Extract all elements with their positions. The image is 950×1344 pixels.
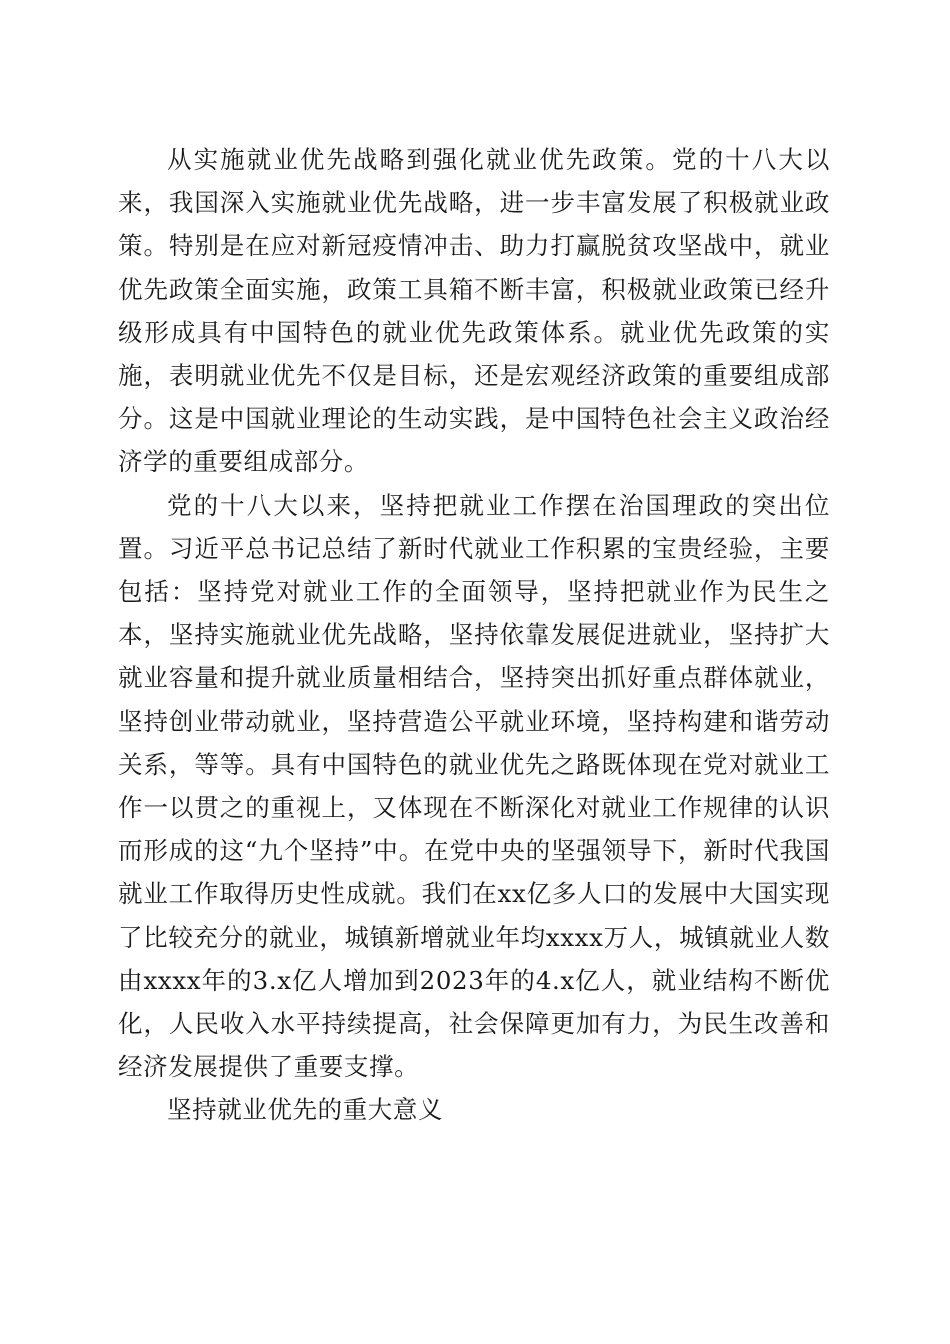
section-heading: 坚持就业优先的重大意义 xyxy=(167,1095,444,1125)
document-body xyxy=(118,138,830,1132)
paragraph-employment-work-achievements: 党的十八大以来，坚持把就业工作摆在治国理政的突出位置。习近平总书记总结了新时代就业工作积累的宝贵经验，主要包括：坚持党对就业工作的全面领导，坚持把就业作为民生之本，坚持实施就业优先战略，坚持依靠发展促进就业，坚持扩大就业容量和提升就业质量相结合，坚持突出抓好重点群体就业，坚持创业带动就业，坚持营造公平就业环境，坚持构建和谐劳动关系，等等。具有中国特色的就业优先之路既体现在党对就业工作一以贯之的重视上，又体现在不断深化对就业工作规律的认识而形成的这“九个坚持”中。在党中央的坚强领导下，新时代我国就业工作取得历史性成就。我们在xx亿多人口的发展中大国实现了比较充分的就业，城镇新增就业年均xxxx万人，城镇就业人数由xxxx年的3.x亿人增加到2023年的4.x亿人，就业结构不断优化，人民收入水平持续提高，社会保障更加有力，为民生改善和经济发展提供了重要支撑。 xyxy=(118,490,830,1082)
paragraph-employment-priority-policy: 从实施就业优先战略到强化就业优先政策。党的十八大以来，我国深入实施就业优先战略，进一步丰富发展了积极就业政策。特别是在应对新冠疫情冲击、助力打赢脱贫攻坚战中，就业优先政策全面实施，政策工具箱不断丰富，积极就业政策已经升级形成具有中国特色的就业优先政策体系。就业优先政策的实施，表明就业优先不仅是目标，还是宏观经济政策的重要组成部分。这是中国就业理论的生动实践，是中国特色社会主义政治经济学的重要组成部分。 xyxy=(118,145,830,477)
